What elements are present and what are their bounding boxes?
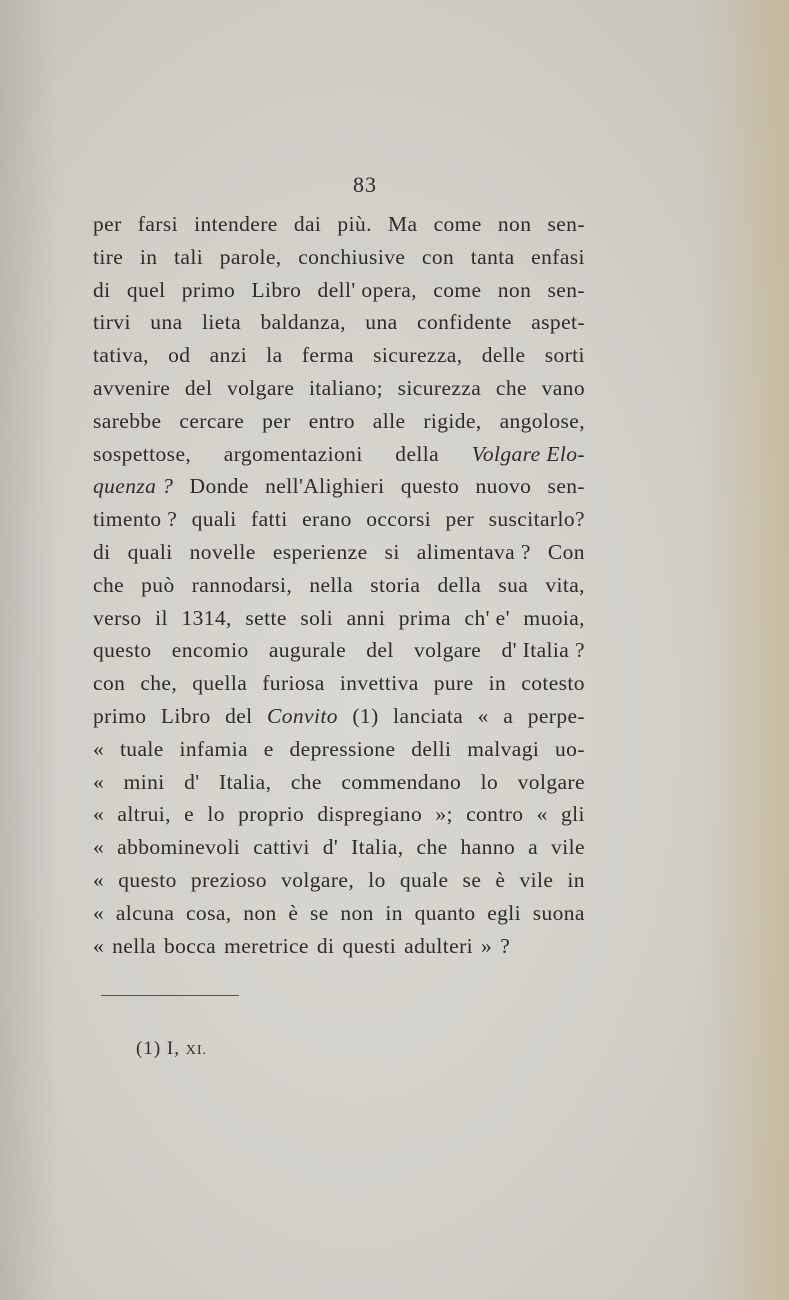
word: fatti: [251, 507, 288, 532]
word: più.: [337, 212, 372, 236]
word: novelle: [189, 539, 256, 564]
word: »;: [435, 802, 453, 827]
word: Italia,: [351, 835, 404, 860]
word: lo: [207, 802, 225, 827]
word: sarebbe: [93, 408, 162, 433]
word: aspet-: [531, 310, 585, 335]
word: per: [445, 507, 475, 532]
text-line: [93, 536, 585, 569]
word: gli: [561, 802, 585, 827]
word: storia: [370, 572, 421, 597]
word: che: [495, 375, 527, 400]
word: «: [536, 802, 548, 827]
word: nuovo: [475, 474, 532, 499]
text-line: [93, 208, 585, 241]
word: a: [503, 703, 514, 728]
word: è: [495, 867, 506, 892]
word: od: [168, 343, 191, 368]
word: è: [288, 900, 299, 925]
text-line: [93, 831, 585, 864]
word: se: [309, 900, 329, 925]
text-line: [93, 602, 585, 635]
word: italiano;: [308, 375, 383, 400]
word: volgare,: [281, 867, 355, 892]
text-line: [93, 667, 585, 700]
word: hanno: [460, 835, 516, 860]
word: baldanza,: [260, 310, 346, 335]
word: parole,: [219, 244, 282, 269]
word: «: [93, 900, 105, 925]
word: uo-: [555, 736, 585, 761]
word: tali: [174, 244, 204, 269]
word: rannodarsi,: [191, 572, 293, 597]
word: d': [184, 769, 200, 794]
word: nella: [309, 572, 354, 597]
word: dell' opera,: [317, 277, 417, 302]
text-line: [93, 766, 585, 799]
word: della: [395, 441, 440, 466]
word: erano: [302, 507, 352, 532]
word: alimentava ?: [416, 539, 531, 564]
body-text: [93, 208, 585, 962]
word: delli: [411, 736, 452, 761]
word: tativa,: [93, 343, 149, 368]
word: ferma: [301, 343, 354, 368]
word: soli: [300, 605, 334, 630]
word: prima: [398, 605, 451, 630]
text-line: [93, 438, 585, 471]
text-line: [93, 274, 585, 307]
word: dispregiano: [317, 802, 423, 827]
word: «: [93, 769, 105, 794]
word: che,: [140, 671, 178, 696]
word: del: [225, 703, 253, 728]
word: come: [433, 212, 482, 236]
word: volgare: [413, 638, 482, 663]
word: «: [93, 867, 105, 892]
word: argomentazioni: [223, 441, 363, 466]
word: infamia: [179, 736, 248, 761]
word: questo: [93, 638, 152, 663]
word: abbominevoli: [117, 835, 241, 860]
word: con: [93, 671, 126, 696]
word: conchiusive: [298, 244, 406, 269]
word: entro: [308, 408, 355, 433]
word: «: [93, 736, 105, 761]
text-line: [93, 306, 585, 339]
italic-word: quenza ?: [93, 474, 174, 499]
word: ?: [500, 933, 511, 958]
word: tanta: [470, 244, 515, 269]
word: cercare: [179, 408, 245, 433]
word: Donde: [189, 474, 249, 499]
word: come: [433, 277, 482, 302]
text-line: [93, 372, 585, 405]
word: anni: [346, 605, 386, 630]
word: in: [385, 900, 403, 925]
word: sen-: [547, 212, 585, 236]
word: pure: [433, 671, 474, 696]
word: quali: [191, 507, 237, 532]
text-line: [93, 798, 585, 831]
word: sua: [498, 572, 529, 597]
text-line: [93, 339, 585, 372]
word: cosa,: [185, 900, 232, 925]
text-line: [93, 700, 585, 733]
word: del: [184, 375, 213, 400]
word: alle: [372, 408, 406, 433]
word: una: [365, 310, 398, 335]
word: sicurezza: [397, 375, 482, 400]
word: Libro: [251, 277, 302, 302]
word: «: [93, 835, 105, 860]
word: nella: [112, 933, 156, 958]
italic-word: Volgare Elo-: [471, 441, 585, 466]
word: delle: [481, 343, 526, 368]
word: cattivi: [253, 835, 310, 860]
text-line: [93, 503, 585, 536]
word: augurale: [268, 638, 347, 663]
word: si: [384, 539, 400, 564]
italic-word: Convito: [267, 703, 338, 728]
word: una: [150, 310, 183, 335]
word: anzi: [209, 343, 248, 368]
word: Ma: [388, 212, 418, 236]
footnote-ref-roman: XI.: [185, 1043, 208, 1058]
word: che: [93, 572, 125, 597]
word: tire: [93, 244, 124, 269]
word: quali: [127, 539, 173, 564]
word: muoia,: [523, 605, 585, 630]
word: «: [93, 802, 105, 827]
word: furiosa: [262, 671, 325, 696]
word: e: [184, 802, 195, 827]
word: d' Italia ?: [501, 638, 585, 663]
word: se: [462, 867, 482, 892]
word: che: [290, 769, 322, 794]
word: suscitarlo?: [488, 507, 585, 532]
text-line: [93, 733, 585, 766]
word: malvagi: [467, 736, 540, 761]
word: rigide,: [423, 408, 482, 433]
word: di: [93, 277, 111, 302]
word: sen-: [547, 474, 585, 499]
text-line: [93, 241, 585, 274]
word: perpe-: [527, 703, 585, 728]
word: per: [262, 408, 291, 433]
word: 1314,: [181, 605, 232, 630]
word: avvenire: [93, 375, 171, 400]
word: meretrice: [224, 933, 309, 958]
word: invettiva: [339, 671, 419, 696]
word: il: [155, 605, 168, 630]
word: d': [322, 835, 339, 860]
word: vano: [541, 375, 585, 400]
word: sicurezza,: [373, 343, 463, 368]
footnote-marker: (1): [136, 1038, 162, 1059]
word: questi: [342, 933, 397, 958]
word: Libro: [160, 703, 211, 728]
word: vile: [551, 835, 585, 860]
word: primo: [93, 703, 147, 728]
word: di: [316, 933, 335, 958]
word: quale: [399, 867, 449, 892]
word: bocca: [163, 933, 217, 958]
word: (1): [352, 703, 379, 728]
word: enfasi: [531, 244, 585, 269]
word: ch' e': [464, 605, 510, 630]
word: primo: [181, 277, 236, 302]
word: volgare: [517, 769, 585, 794]
text-line: [93, 405, 585, 438]
word: «: [93, 933, 105, 958]
word: «: [477, 703, 489, 728]
text-line: [93, 930, 585, 963]
word: sette: [245, 605, 287, 630]
word: angolose,: [499, 408, 585, 433]
word: quanto: [414, 900, 476, 925]
word: proprio: [238, 802, 305, 827]
word: cotesto: [521, 671, 585, 696]
word: del: [366, 638, 394, 663]
word: tuale: [119, 736, 164, 761]
word: verso: [93, 605, 142, 630]
word: può: [141, 572, 175, 597]
word: alcuna: [115, 900, 175, 925]
word: in: [488, 671, 507, 696]
word: egli: [487, 900, 522, 925]
word: di: [93, 539, 111, 564]
footnote: [136, 1038, 207, 1060]
word: depressione: [289, 736, 396, 761]
word: con: [421, 244, 455, 269]
word: altrui,: [117, 802, 171, 827]
word: sospettose,: [93, 441, 192, 466]
word: vile: [519, 867, 554, 892]
word: adulteri: [404, 933, 474, 958]
text-line: [93, 569, 585, 602]
word: lieta: [202, 310, 242, 335]
word: suona: [532, 900, 585, 925]
footnote-ref: I,: [166, 1038, 180, 1059]
word: a: [528, 835, 539, 860]
word: Con: [547, 539, 585, 564]
word: per: [93, 212, 122, 236]
word: e: [263, 736, 274, 761]
word: in: [139, 244, 158, 269]
word: encomio: [171, 638, 249, 663]
word: intendere: [194, 212, 278, 236]
word: vita,: [545, 572, 585, 597]
word: commendano: [341, 769, 462, 794]
text-line: [93, 897, 585, 930]
word: Italia,: [219, 769, 272, 794]
text-line: [93, 470, 585, 503]
word: che: [416, 835, 448, 860]
word: timento ?: [93, 507, 178, 532]
word: occorsi: [366, 507, 432, 532]
word: tirvi: [93, 310, 131, 335]
word: quella: [192, 671, 248, 696]
text-line: [93, 634, 585, 667]
word: contro: [466, 802, 524, 827]
word: sorti: [544, 343, 585, 368]
word: nell'Alighieri: [265, 474, 385, 499]
word: lanciata: [393, 703, 464, 728]
page-number: 83: [353, 172, 377, 197]
word: »: [481, 933, 493, 958]
word: quel: [126, 277, 166, 302]
text-line: [93, 864, 585, 897]
word: lo: [480, 769, 499, 794]
word: non: [497, 277, 532, 302]
word: della: [437, 572, 482, 597]
word: confidente: [417, 310, 512, 335]
word: non: [497, 212, 532, 236]
word: dai: [293, 212, 322, 236]
word: non: [340, 900, 374, 925]
footnote-rule: [101, 995, 239, 996]
word: mini: [123, 769, 165, 794]
word: lo: [368, 867, 386, 892]
word: esperienze: [272, 539, 368, 564]
word: la: [266, 343, 283, 368]
word: non: [243, 900, 277, 925]
word: prezioso: [190, 867, 267, 892]
word: in: [567, 867, 585, 892]
word: volgare: [227, 375, 295, 400]
word: farsi: [137, 212, 178, 236]
word: questo: [400, 474, 460, 499]
word: sen-: [547, 277, 585, 302]
word: questo: [118, 867, 177, 892]
